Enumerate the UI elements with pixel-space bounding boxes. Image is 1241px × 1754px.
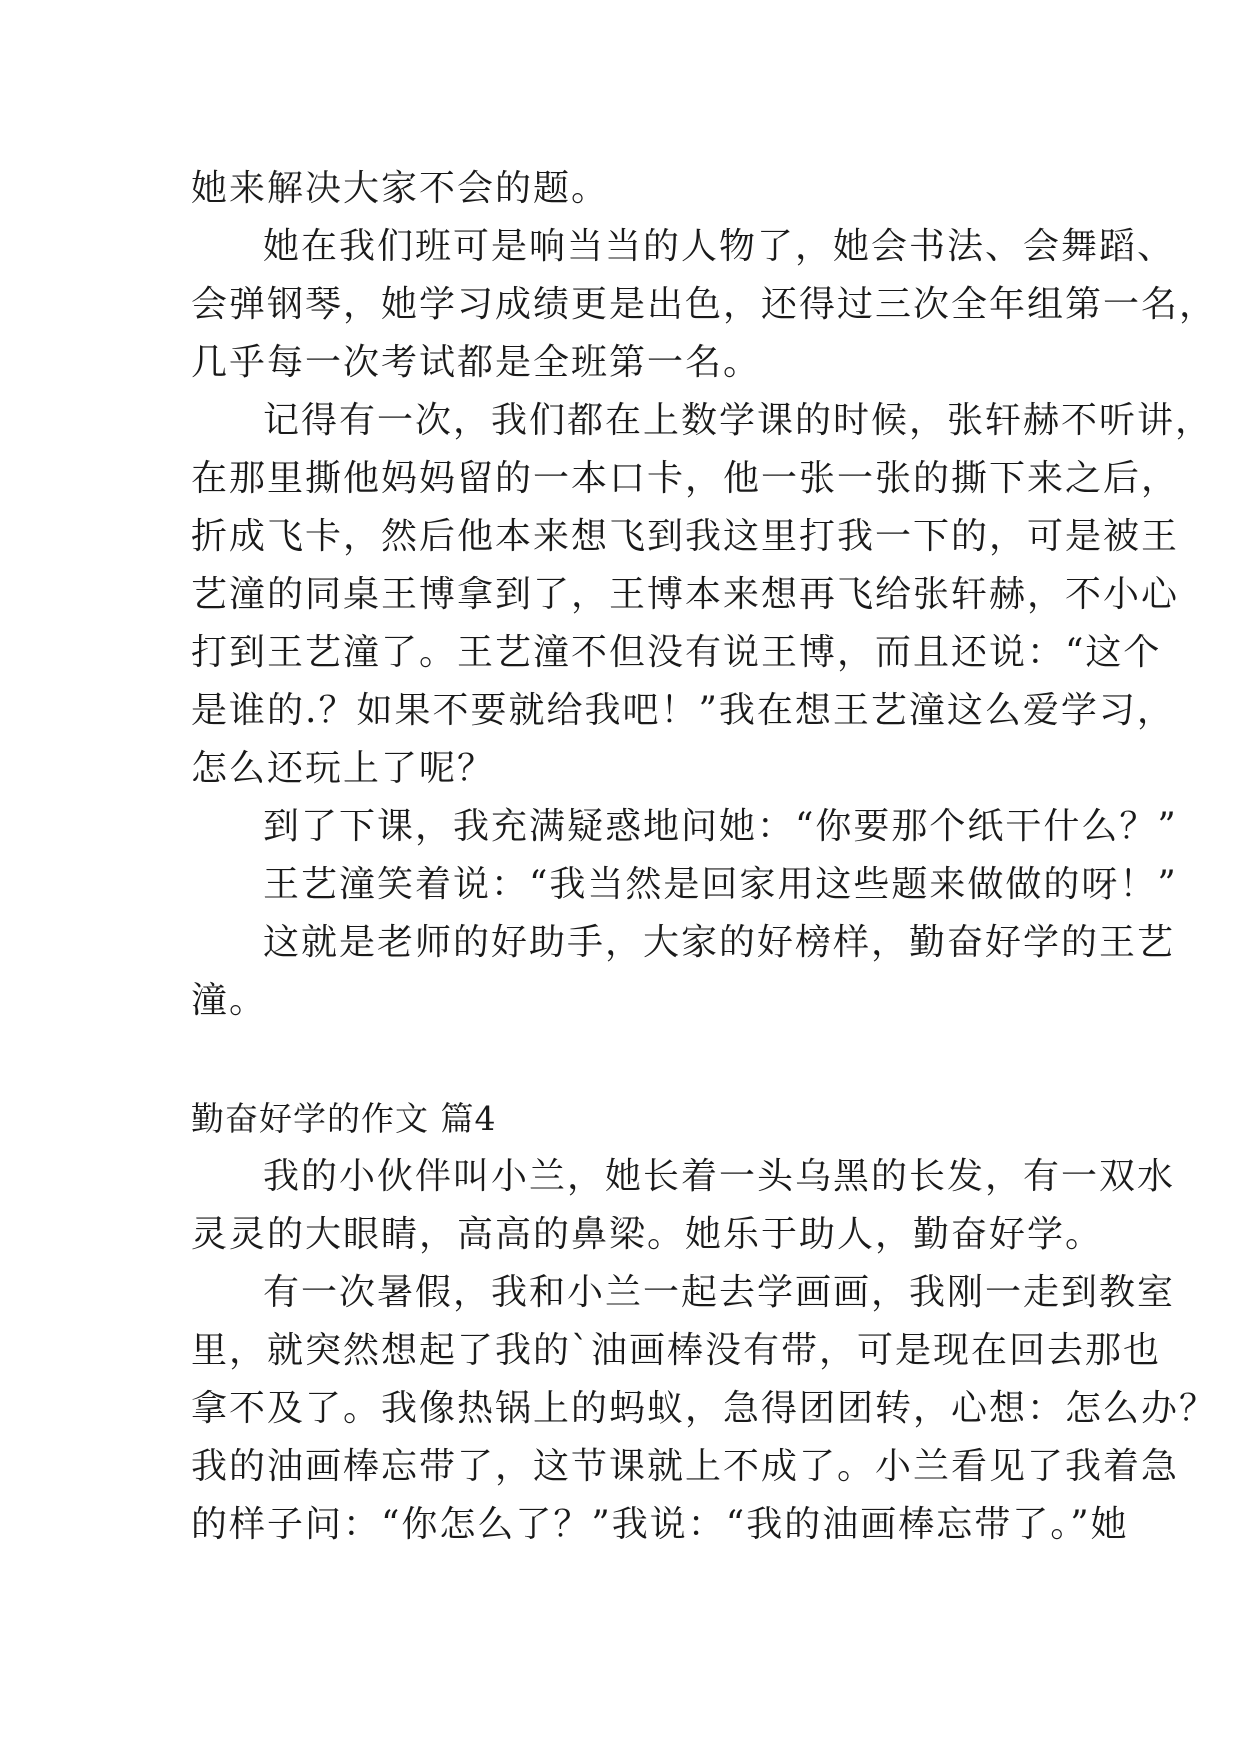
section-gap xyxy=(191,1030,1051,1090)
text-line: 艺潼的同桌王博拿到了，王博本来想再飞给张轩赫，不小心 xyxy=(191,574,1180,615)
paragraph-line: 她在我们班可是响当当的人物了，她会书法、会舞蹈、 xyxy=(263,226,1176,267)
paragraph-line: 到了下课，我充满疑惑地问她：“你要那个纸干什么？” xyxy=(263,806,1178,847)
text-line: 是谁的.？如果不要就给我吧！”我在想王艺潼这么爱学习， xyxy=(191,690,1175,731)
text-line: 的样子问：“你怎么了？”我说：“我的油画棒忘带了。”她 xyxy=(191,1504,1129,1545)
section-heading: 勤奋好学的作文 篇4 xyxy=(191,1099,497,1138)
text-line: 拿不及了。我像热锅上的蚂蚁，急得团团转，心想：怎么办？ xyxy=(191,1388,1218,1429)
essay-section-4 xyxy=(191,1090,1218,1554)
text-line: 潼。 xyxy=(191,980,268,1021)
text-line: 我的油画棒忘带了，这节课就上不成了。小兰看见了我着急 xyxy=(191,1446,1180,1487)
text-line: 怎么还玩上了呢？ xyxy=(191,748,496,789)
text-line: 在那里撕他妈妈留的一本口卡，他一张一张的撕下来之后， xyxy=(191,458,1180,499)
paragraph-line: 我的小伙伴叫小兰，她长着一头乌黑的长发，有一双水 xyxy=(263,1156,1176,1197)
paragraph-line: 有一次暑假，我和小兰一起去学画画，我刚一走到教室 xyxy=(263,1272,1176,1313)
paragraph-line: 王艺潼笑着说：“我当然是回家用这些题来做做的呀！” xyxy=(263,864,1178,905)
text-line: 她来解决大家不会的题。 xyxy=(191,168,610,209)
paragraph-line: 记得有一次，我们都在上数学课的时候，张轩赫不听讲， xyxy=(263,400,1214,441)
text-line: 折成飞卡，然后他本来想飞到我这里打我一下的，可是被王 xyxy=(191,516,1180,557)
document-page xyxy=(191,160,1218,1554)
text-line: 里，就突然想起了我的`油画棒没有带，可是现在回去那也 xyxy=(191,1330,1162,1371)
text-line: 几乎每一次考试都是全班第一名。 xyxy=(191,342,762,383)
text-line: 打到王艺潼了。王艺潼不但没有说王博，而且还说：“这个 xyxy=(191,632,1162,673)
essay-section-3 xyxy=(191,160,1218,1030)
text-line: 灵灵的大眼睛，高高的鼻梁。她乐于助人，勤奋好学。 xyxy=(191,1214,1104,1255)
text-line: 会弹钢琴，她学习成绩更是出色，还得过三次全年组第一名， xyxy=(191,284,1218,325)
paragraph-line: 这就是老师的好助手，大家的好榜样，勤奋好学的王艺 xyxy=(263,922,1176,963)
